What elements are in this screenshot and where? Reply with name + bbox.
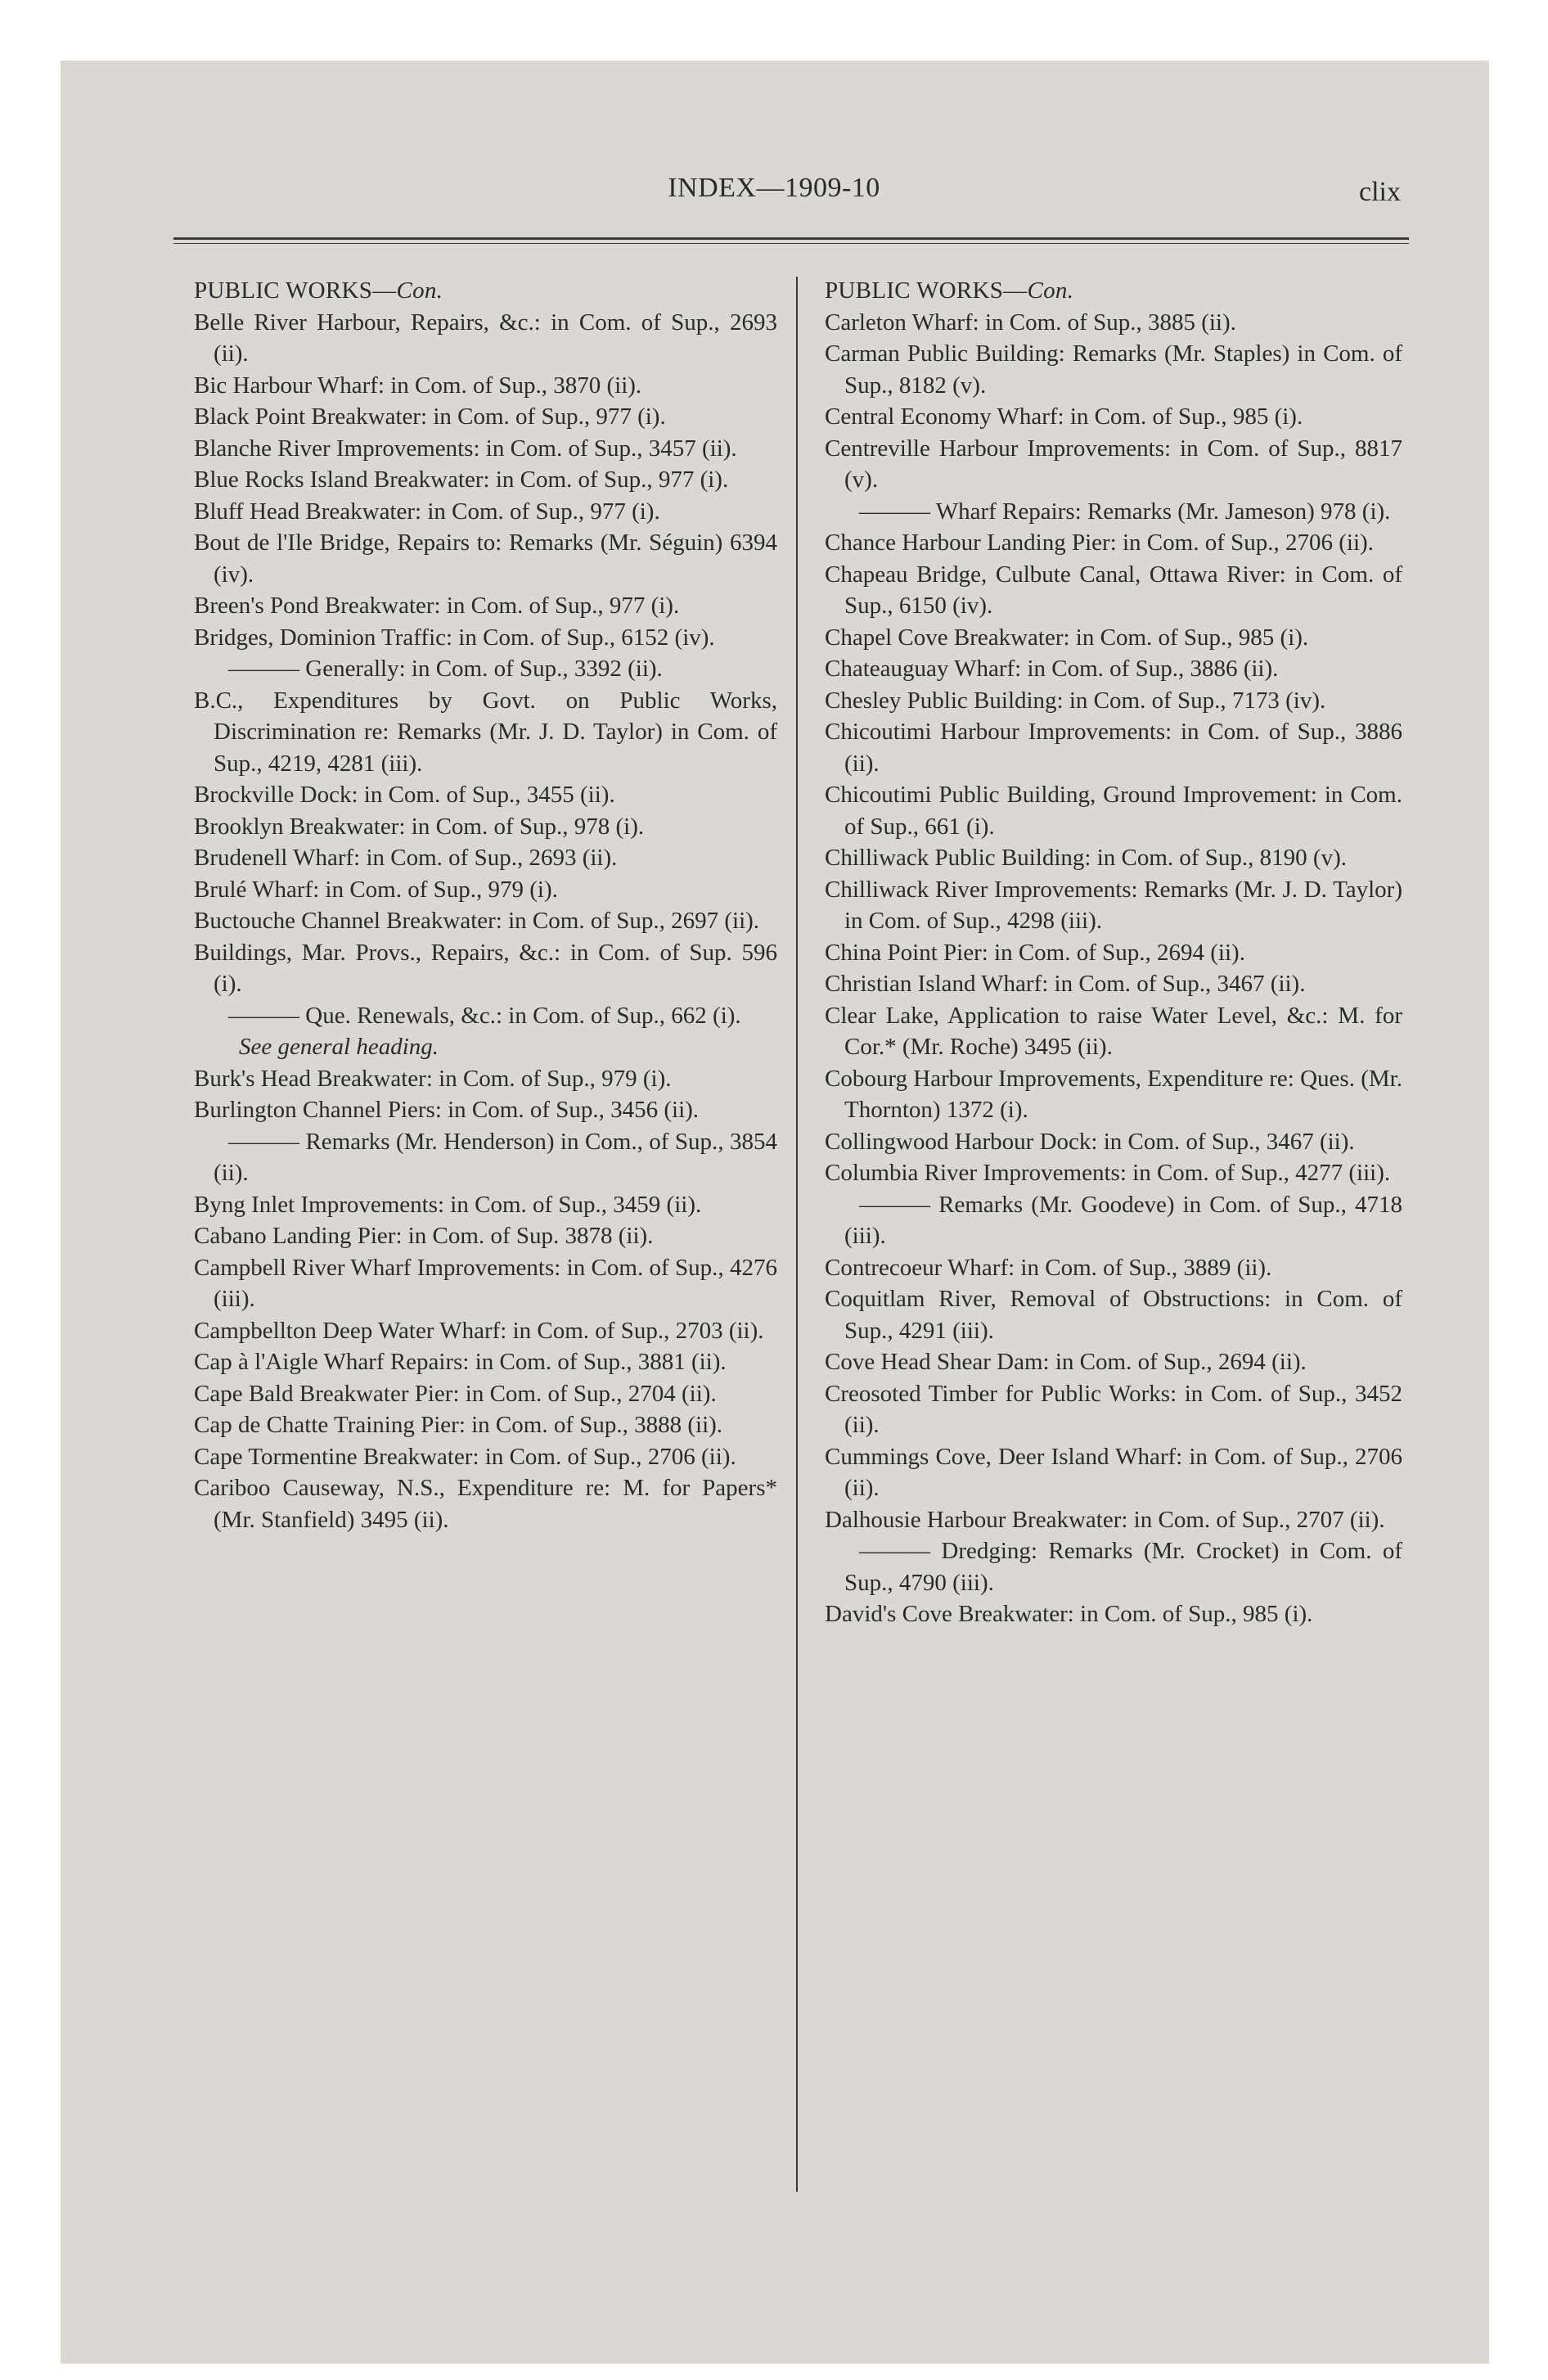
index-entry: Cape Tormentine Breakwater: in Com. of Sup., 2706 (ii). (194, 1443, 736, 1470)
index-subentry: ——— Dredging: Remarks (Mr. Crocket) in Com. of Sup., 4790 (iii). (844, 1538, 1402, 1596)
index-subentry: ——— Que. Renewals, &c.: in Com. of Sup., 662 (i). (228, 1002, 741, 1029)
index-entry: Breen's Pond Breakwater: in Com. of Sup., 977 (i). (194, 593, 680, 619)
index-entry: Buctouche Channel Breakwater: in Com. of Sup., 2697 (ii). (194, 908, 760, 934)
index-entry: Cap à l'Aigle Wharf Repairs: in Com. of Sup., 3881 (ii). (194, 1349, 727, 1375)
index-entry: David's Cove Breakwater: in Com. of Sup., 985 (i). (825, 1601, 1313, 1627)
index-entry: Chicoutimi Harbour Improvements: in Com. of Sup., 3886 (ii). (825, 719, 1402, 777)
index-entry: Chicoutimi Public Building, Ground Improvement: in Com. of Sup., 661 (i). (825, 782, 1402, 840)
header-rule-thin (173, 243, 1409, 244)
index-entry: Central Economy Wharf: in Com. of Sup., 985 (i). (825, 403, 1303, 430)
index-entry: Blanche River Improvements: in Com. of Sup., 3457 (ii). (194, 435, 737, 462)
index-subentry: ——— Remarks (Mr. Goodeve) in Com. of Sup., 4718 (iii). (844, 1191, 1402, 1249)
index-entry: Burlington Channel Piers: in Com. of Sup., 3456 (ii). (194, 1097, 700, 1123)
page-number: clix (1359, 177, 1401, 207)
index-subentry: ——— Wharf Repairs: Remarks (Mr. Jameson) 978 (i). (859, 498, 1391, 525)
left-column-heading: PUBLIC WORKS—Con. (194, 277, 443, 304)
index-entry: Belle River Harbour, Repairs, &c.: in Com. of Sup., 2693 (ii). (194, 309, 777, 367)
index-entry: Campbellton Deep Water Wharf: in Com. of Sup., 2703 (ii). (194, 1317, 764, 1344)
page-title: INDEX—1909-10 (668, 173, 880, 203)
index-entry: Creosoted Timber for Public Works: in Com. of Sup., 3452 (ii). (825, 1380, 1402, 1438)
index-entry: Cummings Cove, Deer Island Wharf: in Com. of Sup., 2706 (ii). (825, 1443, 1402, 1501)
index-entry: Chilliwack River Improvements: Remarks (Mr. J. D. Taylor) in Com. of Sup., 4298 (iii). (825, 876, 1402, 934)
index-entry: Chesley Public Building: in Com. of Sup., 7173 (iv). (825, 687, 1326, 714)
index-entry: Brockville Dock: in Com. of Sup., 3455 (ii). (194, 782, 615, 808)
index-entry: Bluff Head Breakwater: in Com. of Sup., 977 (i). (194, 498, 660, 525)
index-entry: Dalhousie Harbour Breakwater: in Com. of Sup., 2707 (ii). (825, 1506, 1385, 1533)
index-entry: Cariboo Causeway, N.S., Expenditure re: M. for Papers* (Mr. Stanfield) 3495 (ii). (194, 1475, 777, 1533)
index-entry: Chance Harbour Landing Pier: in Com. of Sup., 2706 (ii). (825, 530, 1374, 556)
column-divider (796, 277, 798, 2192)
index-entry: Brooklyn Breakwater: in Com. of Sup., 978 (i). (194, 813, 645, 840)
index-entry: Collingwood Harbour Dock: in Com. of Sup., 3467 (ii). (825, 1128, 1355, 1155)
index-entry: Cap de Chatte Training Pier: in Com. of Sup., 3888 (ii). (194, 1412, 723, 1438)
index-entry: Columbia River Improvements: in Com. of Sup., 4277 (iii). (825, 1160, 1391, 1186)
index-entry: Black Point Breakwater: in Com. of Sup., 977 (i). (194, 403, 666, 430)
index-entry: Coquitlam River, Removal of Obstructions: in Com. of Sup., 4291 (iii). (825, 1286, 1402, 1344)
index-subentry: ——— Remarks (Mr. Henderson) in Com., of Sup., 3854 (ii). (214, 1128, 777, 1186)
index-entry: Cove Head Shear Dam: in Com. of Sup., 2694 (ii). (825, 1349, 1307, 1375)
index-entry: Clear Lake, Application to raise Water Level, &c.: M. for Cor.* (Mr. Roche) 3495 (ii). (825, 1002, 1402, 1060)
index-entry: Bout de l'Ile Bridge, Repairs to: Remarks (Mr. Séguin) 6394 (iv). (194, 530, 777, 588)
index-entry: Chilliwack Public Building: in Com. of Sup., 8190 (v). (825, 845, 1347, 871)
index-entry: Christian Island Wharf: in Com. of Sup., 3467 (ii). (825, 971, 1306, 997)
index-entry: Burk's Head Breakwater: in Com. of Sup., 979 (i). (194, 1065, 672, 1092)
index-entry: Blue Rocks Island Breakwater: in Com. of Sup., 977 (i). (194, 467, 729, 493)
index-entry: Cape Bald Breakwater Pier: in Com. of Sup., 2704 (ii). (194, 1380, 717, 1407)
left-column (194, 275, 777, 1535)
continued-label: Con. (396, 277, 443, 304)
index-entry: Chapeau Bridge, Culbute Canal, Ottawa River: in Com. of Sup., 6150 (iv). (825, 561, 1402, 619)
index-entry: B.C., Expenditures by Govt. on Public Works, Discrimination re: Remarks (Mr. J. D. Taylor) in Com. of Sup., 4219, 4281 (iii). (194, 687, 777, 777)
index-subentry: ——— Generally: in Com. of Sup., 3392 (ii). (228, 656, 663, 682)
index-entry: Campbell River Wharf Improvements: in Com. of Sup., 4276 (iii). (194, 1254, 777, 1312)
index-entry: Centreville Harbour Improvements: in Com. of Sup., 8817 (v). (825, 435, 1402, 493)
index-entry: Contrecoeur Wharf: in Com. of Sup., 3889 (ii). (825, 1254, 1272, 1281)
index-entry: Carman Public Building: Remarks (Mr. Staples) in Com. of Sup., 8182 (v). (825, 340, 1402, 399)
continued-label: Con. (1027, 277, 1074, 304)
right-column (825, 275, 1402, 1630)
right-column-heading: PUBLIC WORKS—Con. (825, 277, 1074, 304)
index-entry: Brudenell Wharf: in Com. of Sup., 2693 (ii). (194, 845, 618, 871)
index-entry: China Point Pier: in Com. of Sup., 2694 (ii). (825, 939, 1245, 966)
header-rule-thick (173, 237, 1409, 240)
see-reference: See general heading. (239, 1034, 439, 1060)
index-entry: Chapel Cove Breakwater: in Com. of Sup., 985 (i). (825, 624, 1309, 651)
index-entry: Byng Inlet Improvements: in Com. of Sup., 3459 (ii). (194, 1191, 702, 1218)
index-entry: Brulé Wharf: in Com. of Sup., 979 (i). (194, 876, 558, 903)
index-entry: Cabano Landing Pier: in Com. of Sup. 3878 (ii). (194, 1223, 654, 1249)
index-entry: Cobourg Harbour Improvements, Expenditure re: Ques. (Mr. Thornton) 1372 (i). (825, 1065, 1402, 1123)
index-entry: Buildings, Mar. Provs., Repairs, &c.: in Com. of Sup. 596 (i). (194, 939, 777, 997)
index-entry: Chateauguay Wharf: in Com. of Sup., 3886 (ii). (825, 656, 1279, 682)
index-entry: Bic Harbour Wharf: in Com. of Sup., 3870 (ii). (194, 372, 642, 399)
index-entry: Bridges, Dominion Traffic: in Com. of Sup., 6152 (iv). (194, 624, 715, 651)
index-entry: Carleton Wharf: in Com. of Sup., 3885 (ii). (825, 309, 1236, 336)
